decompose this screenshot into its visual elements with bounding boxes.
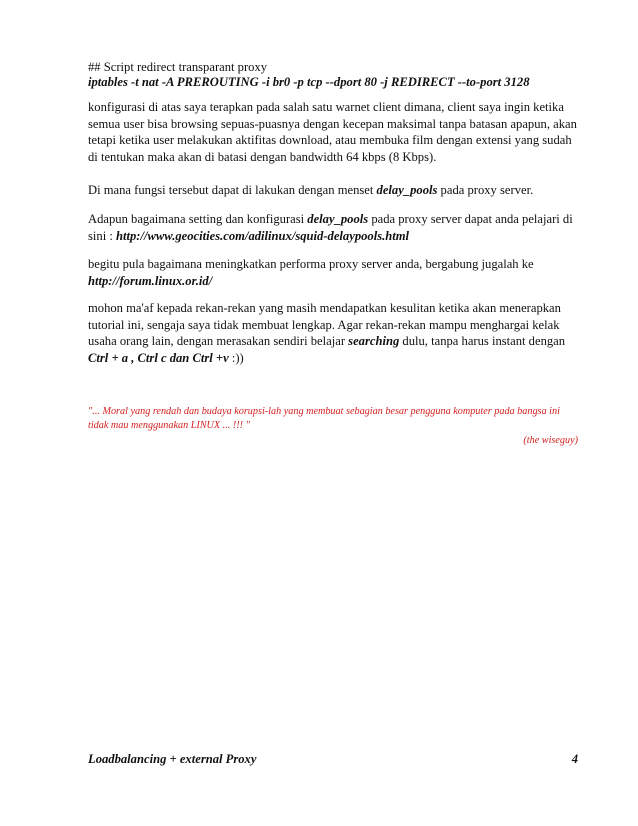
para3-text-before: Adapun bagaimana setting dan konfigurasi <box>88 212 308 226</box>
page-footer <box>88 752 578 767</box>
forum-link[interactable]: http://forum.linux.or.id/ <box>88 273 213 288</box>
geocities-link[interactable]: http://www.geocities.com/adilinux/squid-delaypools.html <box>116 228 410 243</box>
paragraph-delay-pools <box>88 182 578 199</box>
footer-title: Loadbalancing + external Proxy <box>88 752 257 766</box>
paragraph-forum <box>88 256 578 289</box>
para2-text-after: pada proxy server. <box>437 183 534 197</box>
paragraph-configuration: konfigurasi di atas saya terapkan pada salah satu warnet client dimana, client saya ingin ketika semua user bisa browsing sepuas-puasnya dengan kecepan maksimal tanpa batasan apapun, akan tetapi ketika user melakukan aktifitas download, atau membuka film dengan extensi yang sudah di tentukan maka akan di batasi dengan bandwidth 64 kbps (8 Kbps). <box>88 100 577 164</box>
quote-author: (the wiseguy) <box>523 435 578 446</box>
para5-text-middle: dulu, tanpa harus instant dengan <box>399 334 566 348</box>
code-comment: ## Script redirect transparant proxy <box>88 60 268 74</box>
paragraph-setting-reference <box>88 211 578 244</box>
quote-text: "... Moral yang rendah dan budaya korupsi-lah yang membuat sebagian besar pengguna komputer pada bangsa ini tidak mau menggunakan LINUX ... !!! " <box>88 406 560 431</box>
searching-term: searching <box>348 334 400 348</box>
keyboard-shortcuts: Ctrl + a , Ctrl c dan Ctrl +v <box>88 350 229 365</box>
page-number: 4 <box>571 752 578 766</box>
delay-pools-term: delay_pools <box>376 183 438 197</box>
iptables-command: iptables -t nat -A PREROUTING -i br0 -p tcp --dport 80 -j REDIRECT --to-port 3128 <box>88 75 530 89</box>
delay-pools-term: delay_pools <box>307 212 369 226</box>
para3-text-middle: pada proxy server dapat anda pelajari di sini : <box>88 212 573 243</box>
para5-text-after: :)) <box>228 350 244 365</box>
para5-text-before: mohon ma'af kepada rekan-rekan yang masih mendapatkan kesulitan ketika akan menerapkan tutorial ini, sengaja saya tidak membuat lengkap. Agar rekan-rekan mampu menghargai kelak usaha orang lain, dengan merasakan sendiri belajar <box>88 301 561 348</box>
paragraph-apology <box>88 300 578 366</box>
para2-text-before: Di mana fungsi tersebut dapat di lakukan dengan menset <box>88 183 377 197</box>
para4-text: begitu pula bagaimana meningkatkan performa proxy server anda, bergabung jugalah ke <box>88 257 534 271</box>
